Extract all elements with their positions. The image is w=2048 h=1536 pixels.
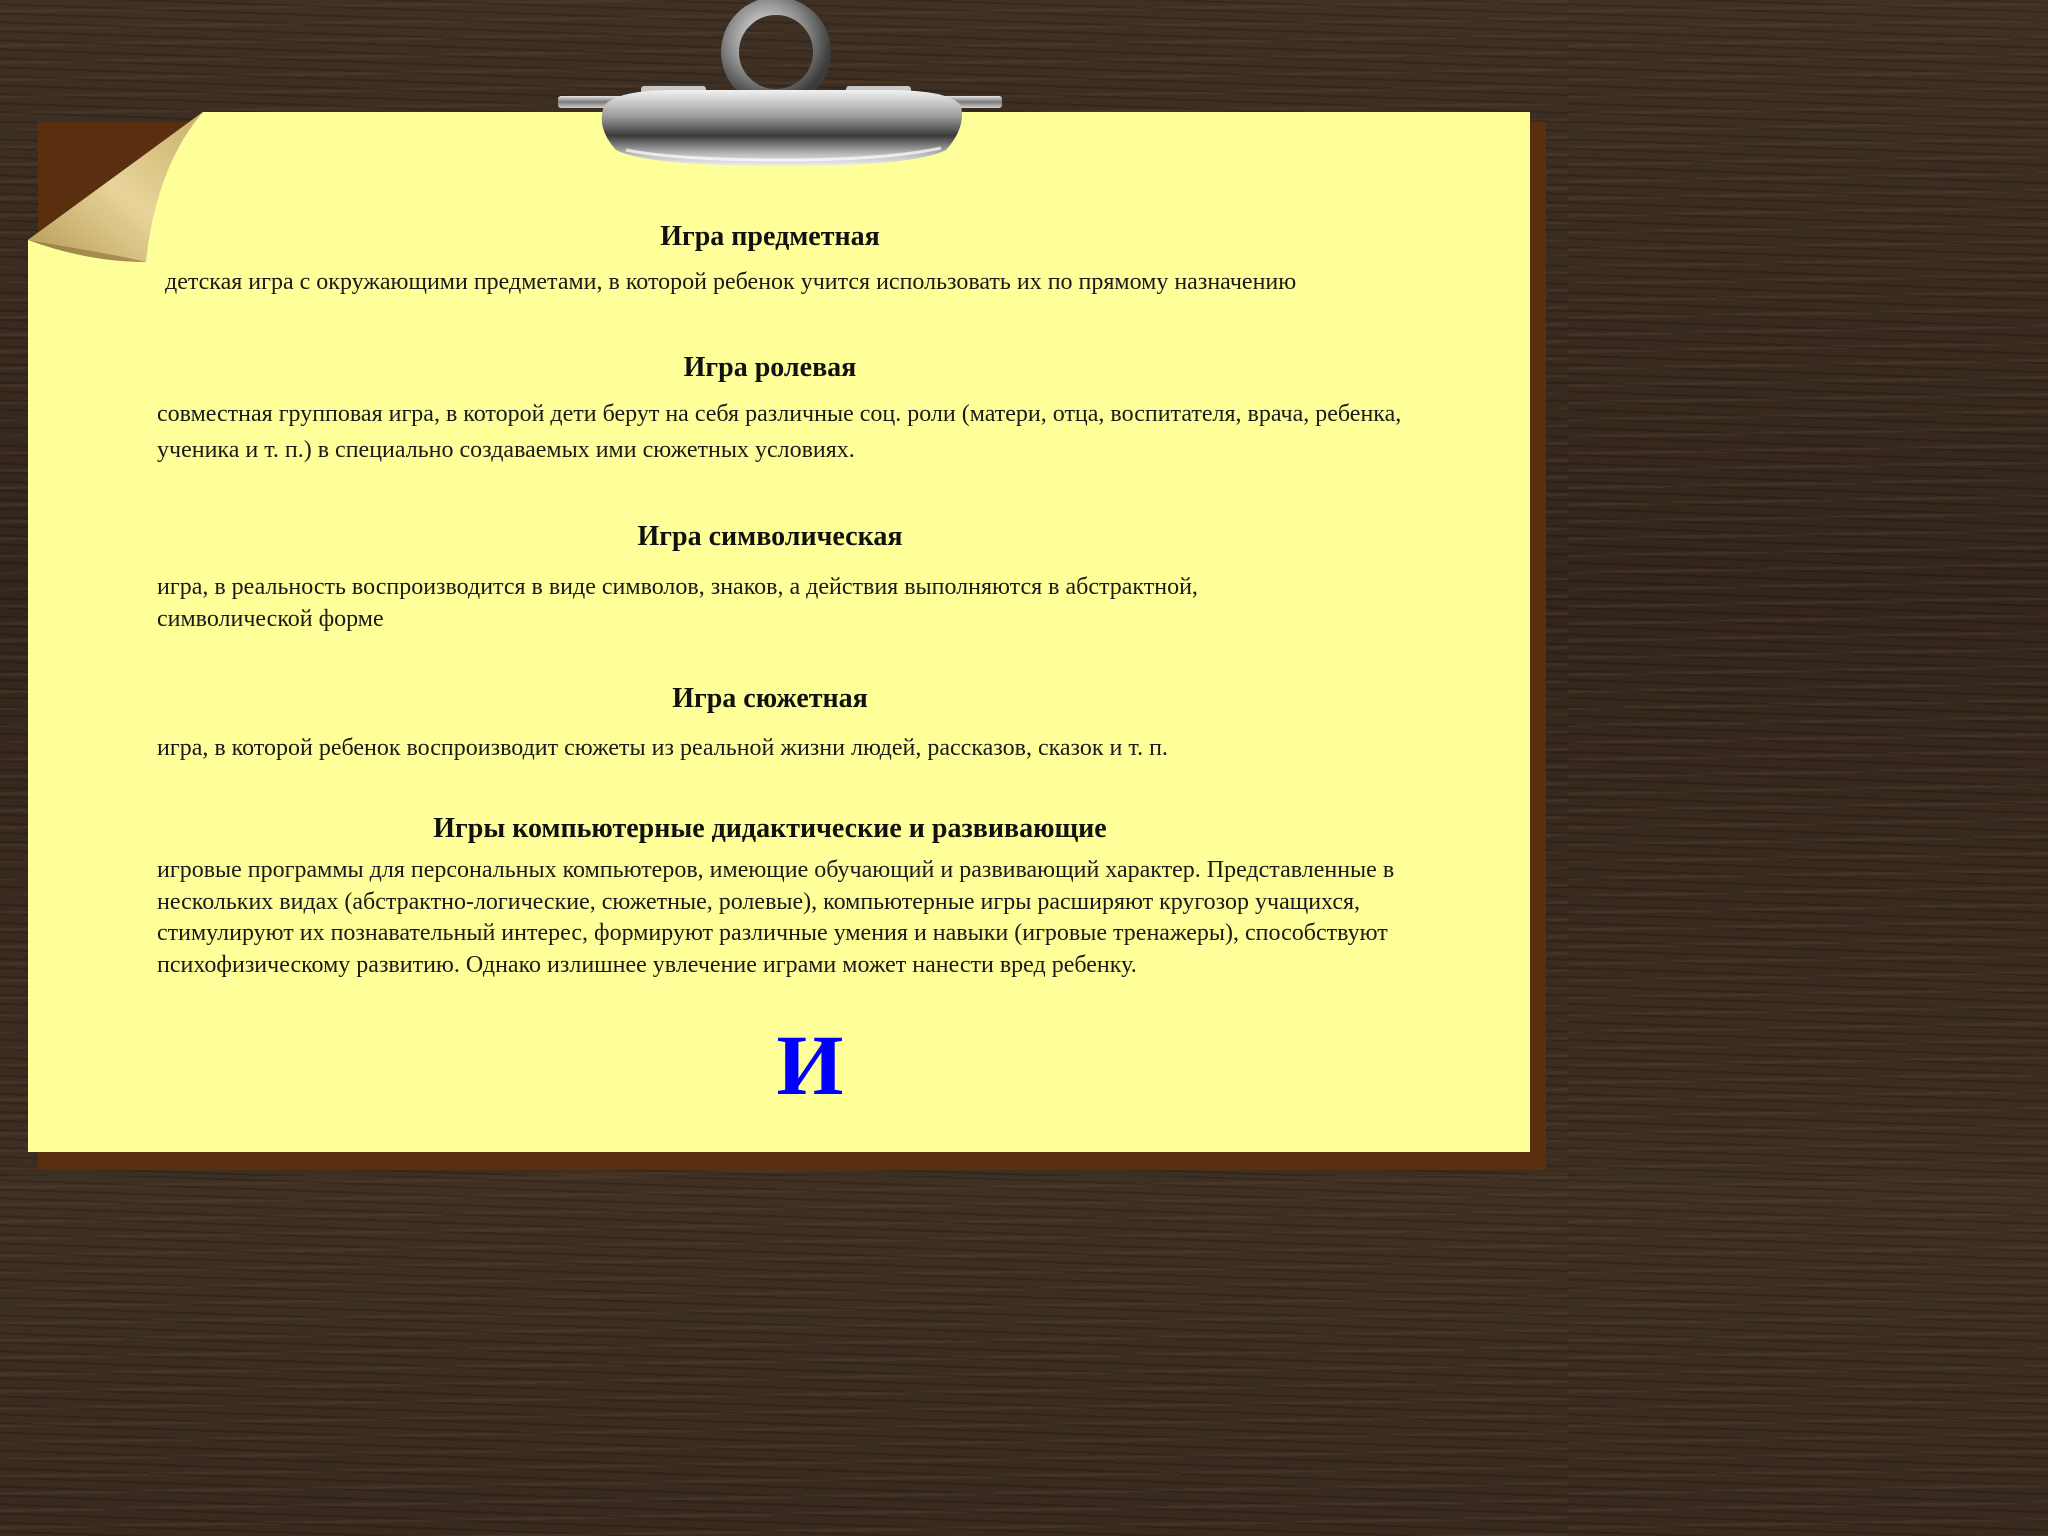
definition-game-role: совместная групповая игра, в которой дети берут на себя различные соц. роли (матери, отца, воспитателя, врача, ребенка, ученика и т. п.) в специально создаваемых ими сюжетных условиях. bbox=[157, 401, 1402, 463]
heading-game-objective: Игра предметная bbox=[660, 221, 880, 252]
definition-game-plot: игра, в которой ребенок воспроизводит сюжеты из реальной жизни людей, рассказов, сказок и т. п. bbox=[157, 735, 1168, 761]
definition-game-symbolic: игра, в реальность воспроизводится в виде символов, знаков, а действия выполняются в абстрактной, символической форме bbox=[157, 574, 1198, 632]
definition-game-objective: детская игра с окружающими предметами, в которой ребенок учится использовать их по прямому назначению bbox=[165, 269, 1297, 295]
nav-letter-link[interactable]: И bbox=[776, 1017, 844, 1113]
definition-game-computer: игровые программы для персональных компьютеров, имеющие обучающий и развивающий характер. Представленные в нескольких видах (абстрактно-логические, сюжетные, ролевые), компьютерные игры расширяют кругозор учащихся, стимулируют их познавательный интерес, формируют различные умения и навыки (игровые тренажеры), способствуют психофизическому развитию. Однако излишнее увлечение играми может нанести вред ребенку. bbox=[157, 857, 1395, 978]
heading-game-plot: Игра сюжетная bbox=[672, 683, 868, 714]
heading-game-symbolic: Игра символическая bbox=[637, 521, 903, 552]
heading-game-computer: Игры компьютерные дидактические и развивающие bbox=[433, 813, 1107, 844]
heading-game-role: Игра ролевая bbox=[683, 352, 857, 383]
